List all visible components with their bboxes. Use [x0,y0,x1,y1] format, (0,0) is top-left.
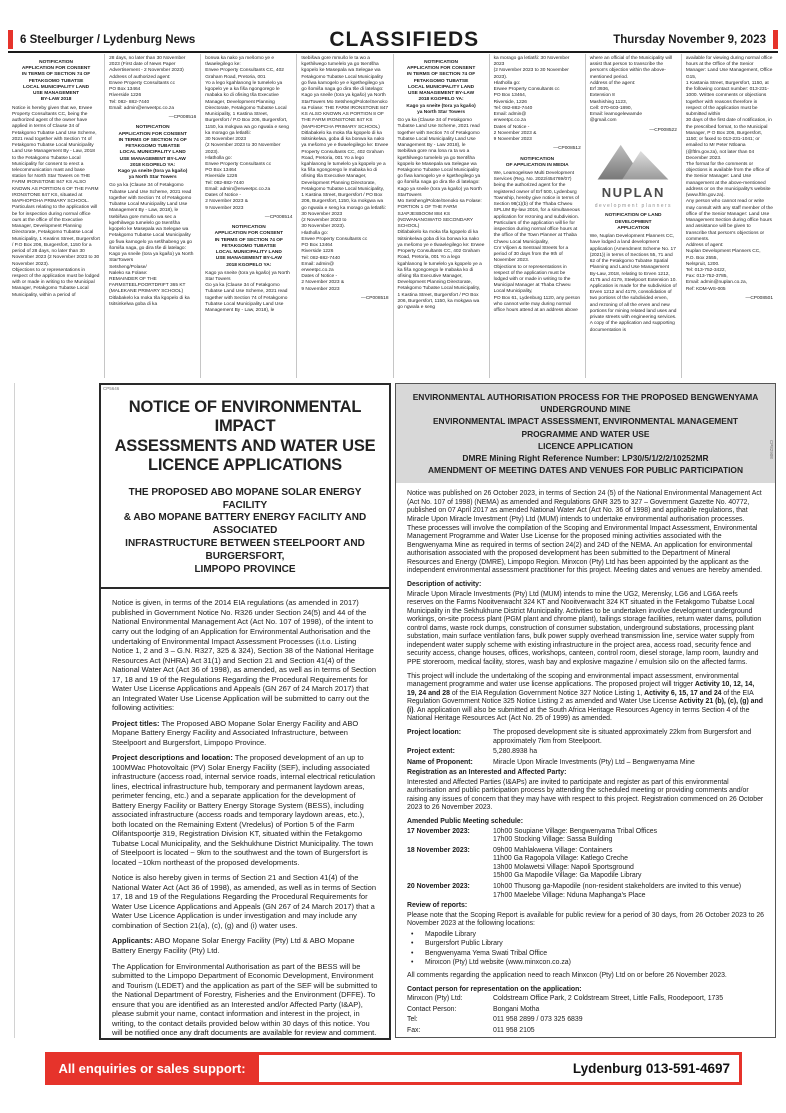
section-heading: Registration as an Interested and Affected Party: [407,769,567,777]
contact-row [407,1037,764,1038]
list-item-text: • Burgersfort Public Library [425,940,503,948]
classifieds-grid [8,54,777,378]
nuplan-mountains-icon [594,178,672,183]
paragraph-text: ABO Mopane Solar Energy Facility (Pty) Ltd & ABO Mopane Battery Energy Facility (Pty) Ltd. [112,936,355,955]
notice-body: Go ya ka (Clause 34 of Fetakgomo Tubatse Land Use Scheme, 2021 read together with Section 74 of Fetakgomo Tubatse Local Municipality Land Use Management By - Law, 2018), le tsebišwa gore mmušo wa sec a kgethilwego tumelelo go tsentšha kgopelo ke Masepala wa Selegae wa Fetakgomo Tubatse Local Municipality go fiwa kamogelo ya setšhabeng ya go šomiša naga, go dira tše di latelago: Kago ya sneile (tora ya kgašo) ya North StarTowers Setsheng/Polase/ Naleko sa Folase: REMAINDER OF THE FARMSTEELPOORTDRIFT 365 KT (MALEKANE PRIMARY SCHOOL) Ditlabakelo ka moka tša kgopelo di ka tsitsinkelwa goba di ka [109,183,194,307]
notice-heading: NOTIFICATION APPLICATION FOR CONSENT IN TERMS OF SECTION 74 OF FETAKGOMO TUBATSE LOCAL MUNICIPALITY LAND USE MANAGEMENT BY-LAW 2018 KGOPELO YA: [214,225,284,268]
publication-title: 6 Steelburger / Lydenburg News [20,33,196,46]
paragraph: Notice was published on 26 October 2023, in terms of Section 24 (5) of the National Environmental Management Act (Act No. 107 of 1998) (NEMA) as amended and Regulations GNR 325 to 327 – Government Gazette No. 40772, published on 07 April 2017 as amended National Water Act (Act No. 36 of 1998) and applicable regulations, that Miracle Upon Miracle Investment (Pty) Ltd (MUM) intends to undertake environmental authorisation processes. These processes will involve the compilation of the Scoping and Environmental Impact Assessment, Environmental Management Programme and Water Use License for the proposed mining activities associated with the Bengwenyama Mine as required in terms of section 24(2) and 24D of the NEMA. An application for environmental authorisation associated with the proposed development has been submitted to the Department of Mineral Resources and Energy (DMRE), Limpopo Region. Minxcon (Pty) Ltd has been appointed by the applicant as the independent environmental assessment practitioner for this project. Meeting dates and venues are hereby amended. [407,490,763,575]
list-item-text: • Minxcon (Pty) Ltd website (www.minxcon.co.za) [425,959,571,967]
notice-heading: NOTIFICATION APPLICATION FOR CONSENT IN TERMS OF SECTION 74 OF FETAKGOMO TUBATSE LOCAL MUNICIPALITY LAND USE MANAGEMENT BY-LAW 2018 [21,60,91,103]
nuplan-tagline: development planners [594,202,672,209]
project-location-row [407,729,764,746]
activity-list: Activity 10, 12, 14, 19, 24 and 28 [407,681,755,697]
contact-label [407,1037,493,1038]
eia-notice-header [101,385,389,589]
notice-heading: NOTIFICATION APPLICATION FOR CONSENT IN TERMS OF SECTION 74 OF FETAKGOMO TUBATSE LOCAL MUNICIPALITY LAND USE MANAGEMENT BY-LAW 2018 KGOPELO YA: Kago ya sneite (tora ya kgašo) ya North Star Towers [118,125,188,181]
masthead [8,28,778,53]
paragraph-text: of the EIA Regulation Government Notice 327 Notice Listing 1, [449,689,645,697]
column-2 [104,54,200,378]
section-heading: Review of reports: [407,902,468,910]
notice-body: We, Leamogelswe Multi Development Services (Reg. No. 2022/454769/07) being the authorized agent for the registered owner of Erf 500, Lydenburg Township, hereby give notice in terms of Section 98(1)(b) of the Thaba Chweu SPLUM By-law 2016, for a simultaneous application for rezoning and subdivision. Particulars of the application will lie for inspection during normal office hours at the office of the Town Planner at Thaba Chweu Local Municipality, Cnr Viljoen & Sentraal Streets for a period of 30 days from the 9th of November 2023. Objections to or representations in respect of the application must be lodged with or made in writing to the Municipal Manager at Thaba Chweu Local Municipality, PO Box 61, Lydenburg 1120, any person who cannot write may during normal office hours attend at an address above [493,170,581,314]
paragraph [112,753,378,867]
paragraph [112,719,378,748]
paragraph: Miracle Upon Miracle Investments (Pty) Ltd (MUM) intends to mine the UG2, Merensky, LG6 and LG6A reefs reserves on the Farms Nooitverwacht 324 KT and Nooitverwacht 324 KT situated in the Fetakgomo Tubatse Local Municipality in the Sekhukhune District Municipality. Activities to be undertaken involve development underground workings, on-site process plant (PGM plant and chrome plant), tailings storage facilities, return water dams, pollution control dams, waste rock dumps, construction of consumer substation, underground substations, processing plant substation, main surface ventilation fans, bulk power supply overhead transmission line, service water supply from independent water supply scheme with existing infrastructure in the project area, access road, security fence and security access, change houses, offices, workshops, canteen, control room, diesel storage, lamp room, laundry and PPE storeroom, medical facility, stores, wash bay and explosive magazine / emulsion silo on the affected farms. [407,590,762,666]
schedule-date: 20 November 2023: [407,882,470,890]
column-3 [200,54,296,378]
contact-value: 011 958 2105 [493,1026,535,1034]
project-extent-row [407,748,764,757]
list-item-text: • Bengwenyama Yema Swati Tribal Office [425,949,548,957]
eia-notice-body [101,589,389,1040]
paragraph-label: Project descriptions and location: [112,753,233,763]
notice-code: —CP008518 [361,295,389,301]
list-item [407,931,764,940]
list-item [407,940,764,949]
contact-row [407,995,764,1004]
contact-value: Bongani Motha [493,1005,540,1013]
sales-banner [45,1052,742,1085]
notice-continuation: ka morago ga letlatši: 30 November 2023 (2 November 2023 to 30 November 2023). Hlatholla go: Erwee Property Consultants cc PO Box 13464, Riverside, 1226 Tel: 082-882-7440 Email: admin@ erweetpc.co.za Dates of Notice - 2 November 2023 & 9 November 2023 [493,56,570,143]
row-label: Project extent: [407,748,455,756]
list-item-text: • Mapodile Library [425,930,476,938]
activity-list: Activity 21 (b), (c), (g) and (i) [407,698,763,714]
notice-heading: NOTIFICATION OF LAND DEVELOPMENT APPLICATION [605,213,662,231]
paragraph [407,673,764,724]
notice-body: tsebišwa gore mmušo le ta wo a kgethilwego tumelelo ya go tsentšha kgopelo ke Masepala wa Selegae wa Fetakgomo Tubatse Local Municipality go fiwa kamogelo ye e kgethegilego ya go šomiša naga go dira tše di latelago: Kago ya sneile (tora ya kgašo) ya North StarTowers Mo Setsheng/Polote/Senoko sa Folase: THE FARM IRONSTONE 847 KS ALSO KNOWN AS PORTION 8 OF THE FARM IRONSTONE 847 KS (MAPHOPCHA PRIMARY SCHOOL) Ditlabakelo ka moka tša kgopelo di ka tsitsinkelwa, goba di ka bonwa ka nako ya mešomo ye e tlwaelegilego ke: Erwee Property Consultants CC, 402 Graham Road, Pretoria, 001 Yo a lego kgahlanong le tumelelo ya kgopelo ye a ka fiša ngongorego le mabaka ko di ofising tša Executive Manager, Development Planning Directorate, Fetakgomo Tubatse Local Municipality, 1 Kastina Street, Burgersfort / PO Box 206, Burgersfort, 1150, ka mokgwa wa go ngwala e seng ka morago ga letlatši: 30 November 2023 (2 November 2023 to 30 November 2023). Hlatholla go: Erwee Property Consultants cc PO Box 13464 Riverside 1226 Tel: 082-882-7440 Email: admin@ erweetpc.co.za Dates of Notice - 2 November 2023 & 9 November 2023 [301,56,389,292]
contact-label: Fax: [407,1026,421,1034]
column-4 [296,54,392,378]
schedule-row [407,828,764,845]
sales-banner-phone: Lydenburg 013-591-4697 [259,1055,739,1082]
contact-row [407,1016,764,1025]
notice-body: Notice is hereby given that we, Erwee Property Consultants CC, being the authorized agent of the owner have applied in terms of Clause 34 of Fetakgomo Tubatse Land Use Scheme, 2021 read together with Section 74 of Fetakgomo Tubatse Local Municipality Land Use Management By - Law, 2018 to the Fetakgomo Tubatse Local Municipality for consent to erect a telecommunication mast and base station for North Star Towers on THE FARM IRONSTONE 847 KS ALSO KNOWN AS PORTION 6 OF THE FARM IRONSTONE 847 KS, situated at MAPHOPOHA PRIMARY SCHOOL. Particulars relating to the application will be for inspection during normal office ours at the office of the Executive Manager, Development Planning Directorate, Fetakgomo Tubatse Local Municipality, 1 Keatins Street, Burgersfort / P.O Box 206, Burgersfort, 1150 for a period of 28 days, no later than 30 November 2023 (2 November 2023 to 30 November 2023). Objections to or representations in respect of the application must be lodged with or made in writing to the Municipal Manager, Fetakgomo Tubatse Local Municipality, within a period of [12,105,100,298]
paragraph [112,936,378,955]
contact-value: 011 958 2899 / 073 325 6839 [493,1016,583,1024]
activity-list: Activity 6, 15, 17 and 24 [644,689,722,697]
paragraph: The Application for Environmental Authorisation as part of the BESS will be submitted to the Limpopo Department of Economic Development, Environment and Tourism (LEDET) and the application as part of the SEF will be submitted to the National Department of Forestry, Fisheries and the Environment (DFFE). To ensure that you are identified as an Interested and/or Affected Party (I&AP), please submit your name, contact information and interest in the project, in writing, to the contact details provided below within 30 days of this notice. You will be notified once any draft documents are available for review and comment. [112,961,378,1038]
section-heading: Contact person for representation on the application: [407,985,582,993]
bengwenyama-header: ENVIRONMENTAL AUTHORISATION PROCESS FOR THE PROPOSED BENGWENYAMA UNDERGROUND MINE ENVIRONMENTAL IMPACT ASSESSMENT, ENVIRONMENTAL MANAGEMENT PROGRAMME AND WATER USE LICENCE APPLICATION DMRE Mining Right Reference Number: LP30/5/1/2/2/10252MR AMENDMENT OF MEETING DATES AND VENUES FOR PUBLIC PARTICIPATION [396,384,775,483]
notice-body: available for viewing during normal office hours at the Office of the Senior Manager: Land Use Management, Office G15, 1 Kastania Street, Burgersfort, 1150, at the following contact number: 013-231-1000. Written comments or objections together with reasons therefore in respect of the application must be submitted within 30 days of the first date of notification, in the prescribed format, to the Municipal Manager, P O Box 206, Burgersfort, 1150; or faxed to 013-231-1041; or emailed to Mr Peter Ntloana (@ftlm.gov.za), not later than 04 December 2023. The format for the comments or objections is available from the office of the Senior Manager: Land Use management at the above-mentioned address or on the municipality's website (www.ftlm.gov.za). Any person who cannot read or write may consult with any staff member of the office of the Senior Manager: Land Use Management Section during office hours and assistance will be given to transcribe that person's objections or comments. Address of agent: Nuplan Development Planners CC, P.O. Box 2555, Nelspruit, 1200. Tel: 013-752-3422, Fax: 013-752-3785, Email: admin@nuplan.co.za, Ref: KDM-WS-005 [685,56,773,292]
notice-code: —CP008501 [745,295,773,301]
paragraph-text: The Proposed ABO Mopane Solar Energy Facility and ABO Mopane Battery Energy Facility and Associated Infrastructure, between Steelpoort and Burgersfort, Limpopo Province. [112,718,359,747]
issue-date: Thursday November 9, 2023 [613,33,766,46]
notice-body: Kago ya sneite (tora ya kgašo) ya North Star Towers Go ya ka (Clause 34 of Fetakgomo Tubatse Land Use Scheme, 2021 read together with Section 74 of Fetakgomo Tubatse Local Municipality Land Use Management By - Law, 2018), le [205,270,290,314]
row-value: Miracle Upon Miracle Investments (Pty) Ltd – Bengwenyama Mine [493,758,695,766]
paragraph-text: The proposed development of an up to 100MWac Photovoltaic (PV) Solar Energy Facility (SEF), including associated infrastructure (access road, internal service roads, internal electrical reticulation lines, electrical infrastructure hub, temporary and permanent laydown areas, perimeter fencing, etc.) and a separate application for the development of Battery Energy Facility or Battery Energy Storage System (BESS), including associated infrastructure (access roads and temporary laydown areas, etc.), both located on the Remaining Extent (Vredelus) of Portion 5 of the Farm Olifantspoortje 319, Registration Division KT, situated within the Fetakgomo Tubatse Local Municipality, and the Sekhukhune District Municipality. The town of Steelpoort is located ~ 9km to the southwest and the town of Burgersfort is located ~10km northeast of the proposed developments. [112,753,376,867]
notice-code: —CP008512 [553,146,581,152]
paragraph-label: Project titles: [112,718,160,728]
advert-code: CP5646 [103,386,120,391]
column-7 [585,54,681,378]
section-heading: Amended Public Meeting schedule: [407,818,524,825]
eia-notice-box [99,383,391,1040]
nuplan-wordmark: NUPLAN [601,185,665,201]
notice-code: —CP008516 [168,115,197,121]
paragraph: Notice is given, in terms of the 2014 EIA regulations (as amended in 2017) published in Government Notice No. R326 under Section 24(5) and 44 of the National Environmental Management Act (Act No. 107 of 1998), of the intent to carry out the lodging of an Application for Environmental Authorisation and the undertaking of Environmental Impact Assessment Processes (i.t.o. Listing Notice 1, 2 and 3 – G.N. R327, 325 & 324), Section 38 of the National Heritage Resources Act (NHRA) Act 31(1) and Section 21 and Section 41(4) of the National Water Act (Act 36 of 1998), as amended, as well as in terms of Section 17, 18 and 19 of the Regulations Regarding the Procedural Requirements for Water Use License Applications and Appeals (GN 267 of 24 March 2017) that an Integrated Water Use License Application will be submitted to carry out the following activities: [112,598,377,713]
contact-label: Minxcon (Pty) Ltd: [407,995,463,1003]
eia-notice-title: NOTICE OF ENVIRONMENTAL IMPACT ASSESSMENTS AND WATER USE LICENCE APPLICATIONS [114,398,376,475]
schedule-date: 17 November 2023: [407,827,470,835]
schedule-venues: 10h00 Thusong ga-Mapodile (non-resident stakeholders are invited to this venue) 17h00 Maelebe Village: Nduna Maphanga's Place [493,882,742,899]
section-heading: Description of activity: [407,580,482,588]
paragraph-text: . An application will also be submitted at the South Africa Heritage Resources Agency in terms Section 4 of the National Heritage Resources Act (Act No. 25 of 1999) as amended. [407,706,750,723]
notice-continuation: 28 days, no later than 30 November 2023 (First date of News Paper Advertisement - 2 November 2023) Address of authorized agent: Erwee Property Consultants cc PO Box 13464 Riverside 1226 Tel: 082- 882-7440 Email: admin@erweetpc.co.za [109,56,186,111]
red-accent-right [773,30,778,49]
paragraph-label: Applicants: [112,936,153,946]
row-value: The proposed development site is situated approximately 22km from Burgersfort and approximately 7km from Steelpoort. [493,728,752,745]
paragraph-text: This project will include the undertaking of the scoping and environmental impact assessment, environmental management programme and water use license applications. The proposed project will trigger [407,672,739,689]
paragraph: Please note that the Scoping Report is available for public review for a period of 30 days, from 26 October 2023 to 26 November 2023 at the following locations: [407,911,764,928]
notice-heading: NOTIFICATION OF APPLICATION IN MEDIA [505,156,569,168]
contact-label: Contact Person: [407,1005,457,1013]
schedule-venues: 10h00 Soupiane Village: Bengwenyama Tribal Offices 17h00 Stocking Village: Sassa Building [493,827,658,844]
row-label: Name of Proponent: [407,758,473,766]
advert-code: CP82908 [769,440,774,459]
schedule-row [407,847,764,881]
notice-body: Go ya ka (Clause 34 of Fetakgomo Tubatse Land Use Scheme, 2021 read together with Section 74 of Fetakgomo Tubatse Local Municipality Land Use Management By - Law 2018), le tsebišwa gore nna lona ra ta wo a kgethilwego tumelelo ya go tsentšha kgopelo ke Masepala wa Selegae wa Fetakgomo Tubatse Local Municipality go fiwa kamogelo ye e kgethegilego ya go šomiša naga go dira tše di latelago: Kago ya sneile (tora ya kgašo) ya North StarTowers Mo Setsheng/Polote/Senoko sa Folase: PORTION 1 OF THE FARM SJAPJESBOOM 884 KS (NGWANANGWATO SECONDARY SCHOOL) Ditlabakelo ka moka tša kgopelo di ka tsitsinkelwa goba di ka bonwa ka nako ya mešomo ye e tlwaelegilego ke: Erwee Property Consultants CC, 402 Graham Road, Pretoria, 001 Yo a lego kgahlanong le tumelelo ya kgopelo ye a ka fiša ngongorego le mabaka ko di ofising tša Executive Manager, Development Planning Directorate, Fetakgomo Tubatse Local Municipality, 1 Kastina Street, Burgersfort / PO Box 206, Burgersfort, 1150, ka mokgwa wa go ngwala e seng [397,118,485,311]
paragraph-text: of the EIA Regulation Government Notice 325 Notice Listing 2 as amended and Water Use License [407,689,754,706]
row-value: 5,280.8938 ha [493,748,538,756]
paragraph: All comments regarding the application need to reach Minxcon (Pty) Ltd on or before 26 November 2023. [407,972,727,979]
sales-banner-label: All enquiries or sales support: [58,1061,246,1076]
notice-continuation: bonwa ka nako ya mešomo ye e tlwaelegilego ke: Erwee Property Consultants CC, 402 Graham Road, Pretoria, 001 Yo a lego kgahlanong le tumelelo ya kgopelo ye a ka fiša ngongorego le mabaka ko di ofising tša Executive Manager, Development Planning Directorate, Fetakgomo Tubatse Local Municipality, 1 Kastina Street, Burgersfort / P.O Box 206, Burgersfort, 1150, ka mokgwa wa go ngwala e seng ka morago ga letlatši: 30 November 2023 (2 November 2023 to 30 November 2023). Hlatholla go: Erwee Property Consultants cc PO Box 13464 Riverside 1226 Tel: 082-882-7440 Email: admin@erweetpc.co.za Dates of Notice - 2 November 2023 & 9 November 2023 [205,56,289,211]
nuplan-ad [590,141,677,210]
column-8 [681,54,777,378]
page-margin-rule [14,383,15,1038]
section-title: CLASSIFIEDS [329,27,480,51]
column-6 [489,54,585,378]
list-item [407,959,764,968]
paragraph: Interested and Affected Parties (I&APs) are invited to participate and register as part of this environmental authorisation and public participation process by attending the scheduled meeting or providing comments and/or raising any issues of concern that they may have with respect to this project. Registration commenced on 26 October 2023 to 26 November 2023. [407,778,764,812]
contact-value: Coldstream Office Park, 2 Coldstream Street, Little Falls, Roodepoort, 1735 [493,995,724,1003]
row-label: Project location: [407,728,461,736]
paragraph: Notice is also hereby given in terms of Section 21 and Section 41(4) of the National Water Act (Act 36 of 1998), as amended, as well as in terms of Section 17, 18 and 19 of the Regulations Regarding the Procedural Requirements for Water Use Licence Applications and Appeals (GN 267 of 24 March 2017) that a Water Use Licence Application is under investigation and may include any combination of Section 21(a), (c), (g) and (i) water uses. [112,873,377,930]
column-1 [8,54,104,378]
contact-row [407,1027,764,1036]
eia-notice-subtitle: THE PROPOSED ABO MOPANE SOLAR ENERGY FACILITY & ABO MOPANE BATTERY ENERGY FACILITY AND ASSOCIATED INFRASTRUCTURE BETWEEN STEELPOORT AND BURGERSFORT, LIMPOPO PROVINCE [123,486,367,575]
contact-value [493,1037,764,1038]
notice-continuation: where an official of the Municipality will assist that person to transcribe the person's objection within the above-mentioned period. Address of the agent: Erf 3936, Extension 8 Mashishing 1123, Cell: 070-603-1890, Email: leamogelewamde @gmail.com [589,56,673,124]
notice-code: —CP008514 [264,214,293,220]
schedule-venues: 09h00 Mahlakwena Village: Containers 11h00 Ga Ragopola Village: Katlego Creche 13h00 Molawetsi Village: Napoli Sportsground 15h00 Ga Mapodile Village: Ga Mapodile Library [493,846,642,880]
notice-body: We, Nuplan Development Planners CC, have lodged a land development application (Amendment Scheme No. 17 (2021)) in terms of Sections 55, 71 and 62 of the Fetakgomo Tubatse Spatial Planning and Land Use Management By-Law, 2018, relating to Erven 1212, 4175 and 4179, Steelpoort Extension 10. Application is made for the subdivision of Erven 1212 and 4179, consolidation of two portions of the subdivided erven, and rezoning of all the erven and new portions for mining related land uses and private streets with engineering services. A copy of the application and supporting documentation is [589,234,677,333]
red-accent-left [8,30,13,49]
contact-label: Tel: [407,1016,418,1024]
notice-code: —CP008522 [649,127,677,133]
schedule-row [407,883,764,900]
contact-row [407,1006,764,1015]
list-item [407,950,764,959]
proponent-row [407,759,764,768]
column-5 [393,54,489,378]
notice-heading: NOTIFICATION APPLICATION FOR CONSENT IN TERMS OF SECTION 74 OF FETAKGOMO TUBATSE LOCAL MUNICIPALITY LAND USE MANAGEMENT BY-LAW 2018 KGOPELO YA: Kago ya sneite (tora ya kgašo) ya North Star Towers [406,60,476,115]
schedule-date: 18 November 2023: [407,846,470,854]
bengwenyama-notice-box [395,383,776,1038]
bengwenyama-body [396,483,775,1038]
